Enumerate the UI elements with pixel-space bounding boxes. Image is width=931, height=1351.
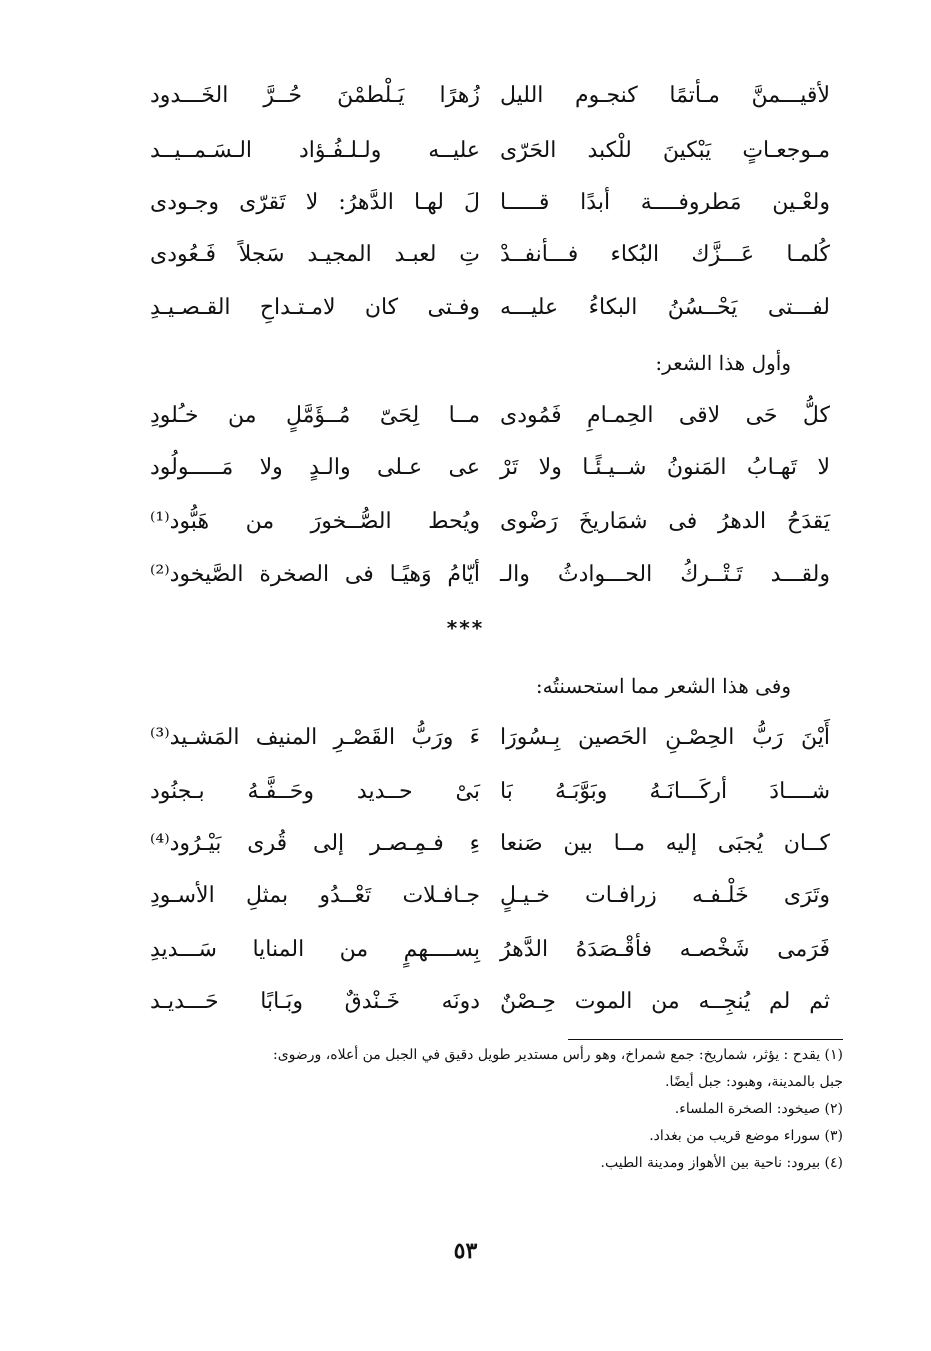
verse-first-hemistich: أَيْنَ رَبُّ الحِصْـنِ الحَصين بِـسُورَا	[500, 725, 830, 750]
verse-second-hemistich: عى عـلى والـدٍ ولا مَـــــولُود	[150, 455, 480, 480]
verse-first-hemistich: مـوجعـاتٍ يَبْكينَ للْكبد الحَرّى	[500, 138, 830, 163]
verse-first-hemistich: كُلمـا عَـــزَّك البُكاء فـــأنفــدْ	[500, 242, 830, 267]
verse-second-hemistich: تِ لعبـد المجيـد سَجلاً فَـعُودى	[150, 242, 480, 267]
verse-first-hemistich: فَرَمى شَخْصـه فأقْـصَدَهُ الدَّهرُ	[500, 937, 830, 962]
verse-line	[150, 980, 830, 1028]
verse-line	[150, 129, 830, 177]
verse-first-hemistich: ولعْـين مَطروفــــة أبدًا قـــــا	[500, 190, 830, 215]
verse-second-hemistich: زُهرًا يَـلْطمْنَ حُــرَّ الخَـــدود	[150, 83, 480, 108]
verse-first-hemistich: يَقدَحُ الدهرُ فى شمَاريخَ رَضْوى	[500, 509, 830, 534]
verse-second-hemistich: وفـتى كان لامـتـداحِ القـصـيـدِ	[150, 295, 480, 320]
footnote: (١) يقدح : يؤثر، شماريخ: جمع شمراخ، وهو رأس مستدير طويل دقيق في الجبل من أعلاه، ورضوى:	[272, 1047, 843, 1063]
verse-line	[150, 181, 830, 229]
verse-second-hemistich: بِســــهمٍ من المنايا سَـــديدِ	[150, 937, 480, 962]
verse-first-hemistich: ولقـــد تَـتْــركُ الحـــوادثُ والـ	[500, 562, 830, 587]
page-number: ٥٣	[453, 1238, 478, 1264]
verse-second-hemistich: ويُحط الصُّــخورَ من هَبُّود⁽¹⁾	[150, 509, 480, 534]
verse-line	[150, 500, 830, 548]
verse-line	[150, 286, 830, 334]
section-intro: وفى هذا الشعر مما استحسنتُه:	[535, 674, 791, 698]
verse-second-hemistich: ءِ فـمِـصـر إلى قُرى بَيْـرُود⁽⁴⁾	[150, 831, 480, 856]
footnote: (٢) صيخود: الصخرة الملساء.	[674, 1101, 843, 1117]
verse-line	[150, 553, 830, 601]
verse-second-hemistich: دونَه خَـنْدقٌ وبَـابًا حَـــديـد	[150, 989, 480, 1014]
verse-first-hemistich: لفـــتى يَحْــسُنُ البكاءُ عليـــه	[500, 295, 830, 320]
footnote: (٣) سوراء موضع قريب من بغداد.	[649, 1128, 843, 1144]
verse-first-hemistich: لأقيـــمنَّ مـأتمًا كنجـوم الليل	[500, 83, 830, 108]
verse-first-hemistich: لا تَهـابُ المَنونُ شــيـئًـا ولا تَرْ	[500, 455, 830, 480]
verse-second-hemistich: بَىْ حــديد وحَــفَّـهُ بـجنُود	[150, 779, 480, 804]
verse-first-hemistich: ثم لم يُنجِــه من الموت حِـصْنٌ	[500, 989, 830, 1014]
verse-first-hemistich: وتَرَى خَلْـفـه زرافـات خـيـلٍ	[500, 883, 830, 908]
verse-second-hemistich: مــا لِحَىّ مُــؤَمَّلٍ من خـُلودِ	[150, 403, 480, 428]
verse-line	[150, 394, 830, 442]
verse-line	[150, 74, 830, 122]
footnote-continuation: جبل بالمدينة، وهبود: جبل أيضًا.	[665, 1074, 843, 1090]
verse-line	[150, 822, 830, 870]
verse-second-hemistich: جـافـلات تَعْــدُو بمثلِ الأسـودِ	[150, 883, 480, 908]
section-separator: ***	[446, 616, 485, 640]
verse-first-hemistich: كــان يُجبَى إليه مــا بين صَنعا	[500, 831, 830, 856]
verse-second-hemistich: ءَ ورَبُّ القَصْـرِ المنيف المَشـيد⁽³⁾	[150, 725, 480, 750]
verse-line	[150, 770, 830, 818]
footnote: (٤) بيرود: ناحية بين الأهواز ومدينة الطيب.	[600, 1155, 843, 1171]
verse-line	[150, 233, 830, 281]
verse-line	[150, 446, 830, 494]
verse-second-hemistich: لَ لهـا الدَّهرُ: لا تَقرّى وجـودى	[150, 190, 480, 215]
verse-line	[150, 716, 830, 764]
verse-first-hemistich: كلُّ حَى لاقى الحِمـامِ فَمُودى	[500, 403, 830, 428]
verse-first-hemistich: شــــادَ أركَـــانَـهُ وبَوَّبَـهُ بَا	[500, 779, 830, 804]
verse-second-hemistich: أيّامُ وَهيًـا فى الصخرة الصَّيخود⁽²⁾	[150, 562, 480, 587]
section-intro: وأول هذا الشعر:	[655, 351, 791, 375]
verse-second-hemistich: عليــه ولـلـفُـؤاد الـسَـمــيــد	[150, 138, 480, 163]
verse-line	[150, 874, 830, 922]
footnote-divider	[568, 1039, 843, 1040]
footnotes	[83, 1042, 843, 1177]
verse-line	[150, 928, 830, 976]
